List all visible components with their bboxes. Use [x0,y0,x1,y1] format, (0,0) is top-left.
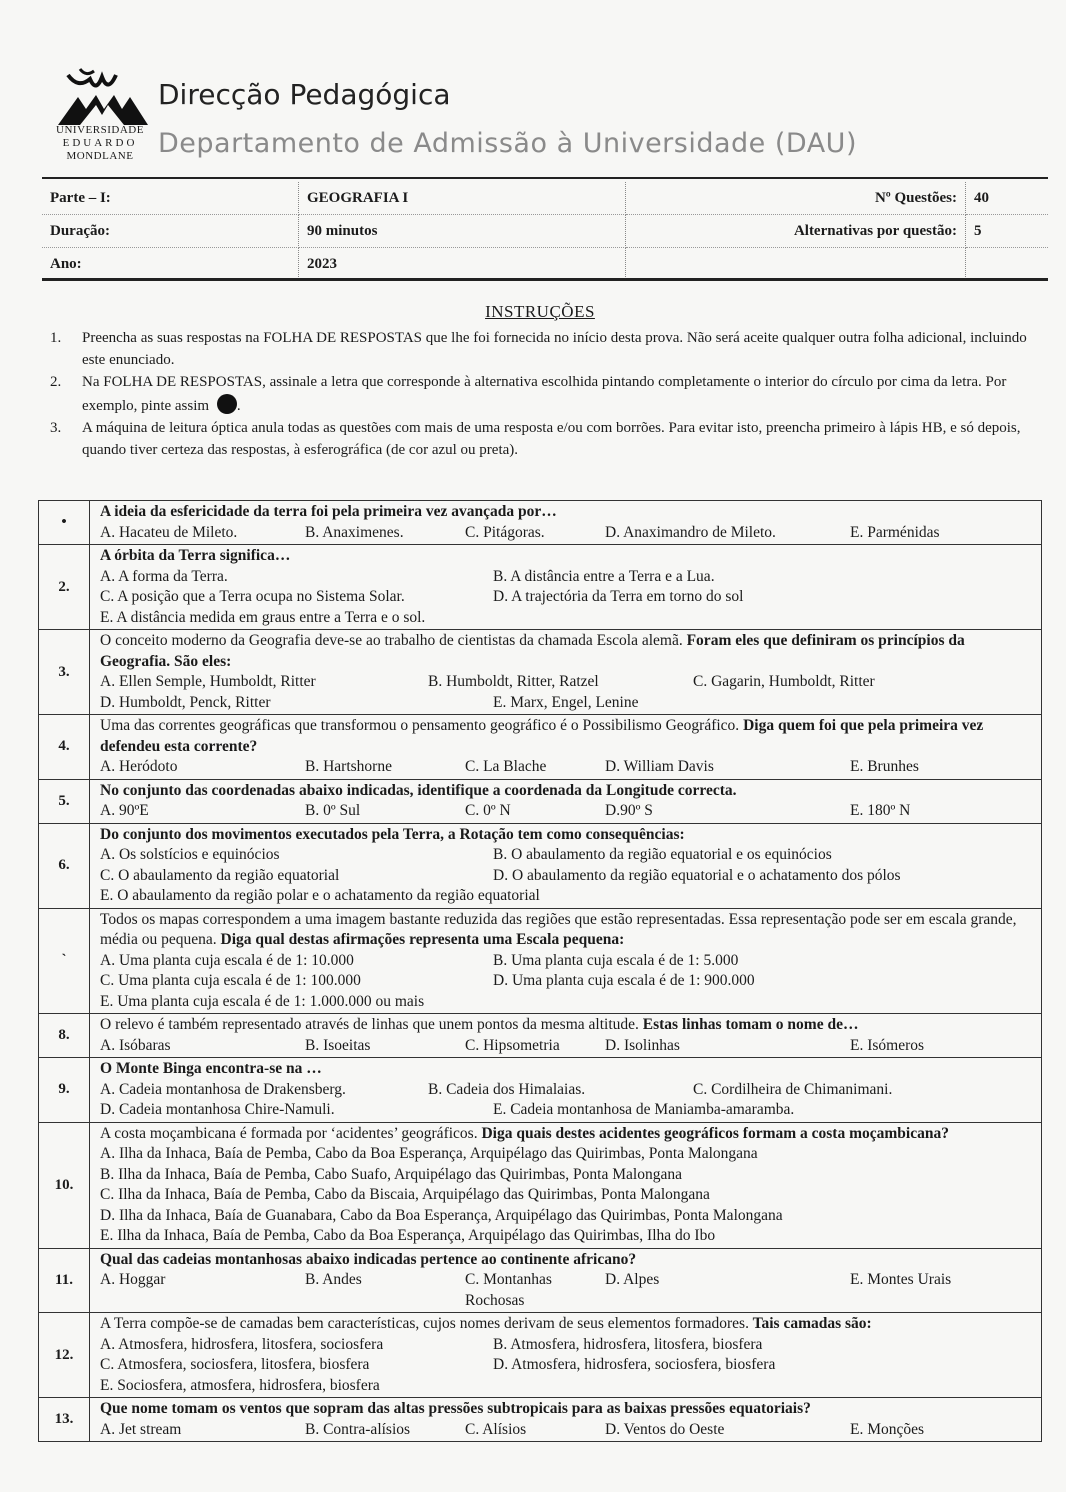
question-stem-text: O Monte Binga encontra-se na … [100,1060,322,1077]
question-stem [100,631,1031,672]
question-stem-text: Tais camadas são: [752,1315,872,1332]
options-line [100,757,1031,778]
answer-option: D. Isolinhas [605,1036,680,1054]
question-stem-text: Diga qual destas afirmações representa uma Escala pequena: [220,931,625,948]
options-line [100,1420,1031,1441]
alternativas-value: 5 [966,215,1049,248]
options-line [100,672,1031,693]
question-stem [100,1015,1031,1036]
question-content [90,779,1042,823]
answer-option: A. Hacateu de Mileto. [100,523,238,541]
answer-option: B. Anaximenes. [305,523,404,541]
options-line [100,1165,1031,1186]
question-row [39,908,1042,1014]
answer-option: C. Hipsometria [465,1036,560,1054]
questions-table [38,500,1042,1442]
university-line-2: EDUARDO [62,137,138,149]
answer-option: B. Humboldt, Ritter, Ratzel [428,673,599,690]
answer-option: B. 0º Sul [305,802,361,819]
question-row [39,1248,1042,1313]
answer-option: B. Hartshorne [305,758,392,775]
options-line [100,801,1031,822]
answer-option: C. Montanhas Rochosas [465,1271,552,1309]
instruction-text-wrapper: Na FOLHA DE RESPOSTAS, assinale a letra que corresponde à alternativa escolhida pintando completamente o interior do círculo por cima da letra. Por exemplo, pinte assim . [82,374,1007,414]
answer-option: D. Uma planta cuja escala é de 1: 900.000 [493,972,755,989]
parte-label: Parte – I: [42,182,299,215]
question-number: 9. [39,1058,90,1123]
question-number: 2. [39,545,90,630]
options-line [100,693,1031,714]
info-divider [42,278,1048,281]
university-name [50,124,150,163]
answer-option: A. Hoggar [100,1271,166,1288]
question-number: 8. [39,1014,90,1058]
answer-option: C. Cordilheira de Chimanimani. [693,1080,893,1098]
answer-option: D. Atmosfera, hidrosfera, sociosfera, biosfera [493,1356,776,1373]
question-content [90,823,1042,908]
question-row [39,545,1042,630]
options-line [100,992,1031,1013]
answer-option: E. O abaulamento da região polar e o achatamento da região equatorial [100,887,540,904]
question-stem [100,716,1031,757]
questoes-value: 40 [966,182,1049,215]
question-stem [100,546,1031,567]
page-subtitle: Departamento de Admissão à Universidade (DAU) [158,128,857,159]
question-number: ` [39,908,90,1014]
instruction-text: A máquina de leitura óptica anula todas as questões com mais de uma resposta e/ou com borrões. Para evitar isto, preencha primeiro à lápis HB, e só depois, quando tiver certeza das respostas, à esferográfica (de cor azul ou preta). [82,420,1021,458]
question-row [39,630,1042,715]
options-line [100,1080,1031,1101]
answer-option: A. Atmosfera, hidrosfera, litosfera, sociosfera [100,1335,384,1353]
answer-option: E. Ilha da Inhaca, Baía de Pemba, Cabo da Boa Esperança, Arquipélago das Quirimbas, Ilha do Ibo [100,1227,716,1244]
question-row [39,715,1042,780]
instructions-list [50,328,1030,462]
options-line [100,1226,1031,1247]
empty-cell [626,248,966,281]
question-stem [100,1124,1031,1145]
university-line-1: UNIVERSIDADE [56,124,144,136]
question-number: 12. [39,1313,90,1398]
empty-cell [966,248,1049,281]
options-line [100,1270,1031,1311]
answer-option: C. Alísios [465,1420,527,1438]
question-number: 5. [39,779,90,823]
question-stem-text: No conjunto das coordenadas abaixo indicadas, identifique a coordenada da Longitude correcta. [100,781,737,799]
answer-option: C. Pitágoras. [465,523,545,541]
instruction-item [50,418,1030,461]
answer-option: A. 90ºE [100,802,149,819]
question-row [39,823,1042,908]
answer-option: A. A forma da Terra. [100,567,228,585]
question-content [90,1014,1042,1058]
answer-option: D. Ventos do Oeste [605,1420,725,1438]
options-line [100,951,1031,972]
instruction-number: 1. [50,330,62,346]
question-stem-intro: Todos os mapas correspondem a uma imagem bastante reduzida das regiões que estão representadas. Essa representação pode ser em escala grande, média ou pequena. [100,910,1017,948]
answer-option: D. Cadeia montanhosa Chire-Namuli. [100,1101,335,1118]
answer-option: D. O abaulamento da região equatorial e o achatamento dos pólos [493,866,901,884]
options-line [100,1355,1031,1376]
question-stem-intro: A costa moçambicana é formada por ‘acidentes’ geográficos. [100,1124,478,1142]
question-stem-text: Diga quem foi que pela primeira vez defendeu esta corrente? [100,717,984,755]
question-content [90,908,1042,1014]
answer-option: B. A distância entre a Terra e a Lua. [493,567,715,585]
answer-option: C. Atmosfera, sociosfera, litosfera, biosfera [100,1356,370,1373]
answer-option: D. A trajectória da Terra em torno do sol [493,588,744,605]
exam-info-table [42,182,1048,281]
answer-option: B. Andes [305,1271,362,1288]
answer-option: D. Humboldt, Penck, Ritter [100,693,271,711]
instruction-text: Preencha as suas respostas na FOLHA DE RESPOSTAS que lhe foi fornecida no início desta prova. Não será aceite qualquer outra folha adicional, incluindo este enunciado. [82,330,1027,368]
university-line-3: MONDLANE [66,150,134,162]
question-row [39,1313,1042,1398]
answer-option: B. Contra-alísios [305,1420,411,1438]
answer-option: B. Ilha da Inhaca, Baía de Pemba, Cabo Suafo, Arquipélago das Quirimbas, Ponta Malongana [100,1165,682,1183]
answer-option: E. Montes Urais [850,1271,952,1288]
answer-option: A. Uma planta cuja escala é de 1: 10.000 [100,951,354,969]
answer-option: A. Jet stream [100,1420,182,1438]
question-row [39,1014,1042,1058]
header-divider [42,177,1048,179]
question-content [90,545,1042,630]
options-line [100,886,1031,907]
answer-option: E. Parménidas [850,523,940,541]
answer-option: E. 180º N [850,802,911,819]
question-number: 4. [39,715,90,780]
answer-option: E. Sociosfera, atmosfera, hidrosfera, biosfera [100,1376,380,1394]
question-stem-text: Diga quais destes acidentes geográficos formam a costa moçambicana? [481,1124,949,1142]
question-row [39,501,1042,545]
answer-option: E. Cadeia montanhosa de Maniamba-amaramba. [493,1101,795,1118]
answer-option: E. Brunhes [850,758,919,775]
answer-option: A. Heródoto [100,758,178,775]
answer-option: D.90º S [605,802,653,819]
question-stem [100,910,1031,951]
answer-option: B. O abaulamento da região equatorial e os equinócios [493,846,832,863]
answer-option: C. Uma planta cuja escala é de 1: 100.000 [100,972,361,989]
answer-option: C. Ilha da Inhaca, Baía de Pemba, Cabo da Biscaia, Arquipélago das Quirimbas, Ponta Malongana [100,1186,710,1203]
alternativas-label: Alternativas por questão: [626,215,966,248]
question-content [90,1058,1042,1123]
instruction-text: Na FOLHA DE RESPOSTAS, assinale a letra que corresponde à alternativa escolhida pintando completamente o interior do círculo por cima da letra. Por exemplo, pinte assim [82,374,1007,414]
question-content [90,1248,1042,1313]
options-line [100,1100,1031,1121]
ano-label: Ano: [42,248,299,281]
question-stem-intro: Uma das correntes geográficas que transformou o pensamento geográfico é o Possibilismo Geográfico. [100,717,740,734]
instruction-number: 2. [50,374,62,390]
instructions-title: INSTRUÇÕES [485,302,595,321]
duracao-value: 90 minutos [299,215,626,248]
instruction-number: 3. [50,420,62,436]
question-content [90,501,1042,545]
answer-option: D. William Davis [605,758,714,775]
answer-option: C. A posição que a Terra ocupa no Sistema Solar. [100,588,405,605]
question-stem-intro: O conceito moderno da Geografia deve-se ao trabalho de cientistas da chamada Escola alemã. [100,632,683,649]
question-number: 13. [39,1398,90,1442]
question-stem-text: Que nome tomam os ventos que sopram das altas pressões subtropicais para as baixas pressões equatoriais? [100,1400,811,1417]
answer-option: C. Gagarin, Humboldt, Ritter [693,673,875,690]
filled-circle-icon [217,394,237,414]
options-line [100,1376,1031,1397]
answer-option: E. Marx, Engel, Lenine [493,693,639,711]
ano-value: 2023 [299,248,626,281]
options-line [100,1144,1031,1165]
options-line [100,1185,1031,1206]
question-stem-text: Qual das cadeias montanhosas abaixo indicadas pertence ao continente africano? [100,1250,637,1268]
answer-option: D. Alpes [605,1271,660,1288]
question-number: • [39,501,90,545]
answer-option: E. Isómeros [850,1036,925,1054]
answer-option: A. Ellen Semple, Humboldt, Ritter [100,673,316,690]
answer-option: A. Os solstícios e equinócios [100,846,280,863]
question-stem-text: A ideia da esfericidade da terra foi pela primeira vez avançada por… [100,503,557,520]
options-line [100,1206,1031,1227]
answer-option: A. Ilha da Inhaca, Baía de Pemba, Cabo da Boa Esperança, Arquipélago das Quirimbas, Ponta Malongana [100,1145,758,1162]
question-stem [100,1059,1031,1080]
question-row [39,1398,1042,1442]
question-stem-text: A órbita da Terra significa… [100,547,291,564]
question-stem [100,825,1031,846]
question-stem [100,1399,1031,1420]
answer-option: B. Isoeitas [305,1036,371,1054]
question-content [90,1398,1042,1442]
answer-option: C. O abaulamento da região equatorial [100,866,340,884]
options-line [100,567,1031,588]
question-number: 6. [39,823,90,908]
question-stem-text: Estas linhas tomam o nome de… [642,1016,859,1033]
instruction-item [50,372,1030,417]
question-content [90,1122,1042,1248]
page-title: Direcção Pedagógica [158,78,451,111]
question-number: 3. [39,630,90,715]
question-stem [100,502,1031,523]
answer-option: A. Isóbaras [100,1036,171,1054]
question-stem-intro: O relevo é também representado através de linhas que unem pontos da mesma altitude. [100,1016,639,1033]
question-stem-text: Do conjunto dos movimentos executados pela Terra, a Rotação tem como consequências: [100,825,685,843]
options-line [100,587,1031,608]
question-row [39,1122,1042,1248]
options-line [100,866,1031,887]
question-stem-intro: A Terra compõe-se de camadas bem características, cujos nomes derivam de seus elementos formadores. [100,1315,749,1332]
options-line [100,523,1031,544]
answer-option: E. Uma planta cuja escala é de 1: 1.000.000 ou mais [100,992,425,1010]
options-line [100,1036,1031,1057]
instruction-item [50,328,1030,371]
options-line [100,845,1031,866]
answer-option: B. Cadeia dos Himalaias. [428,1080,586,1098]
answer-option: D. Anaximandro de Mileto. [605,523,776,541]
answer-option: D. Ilha da Inhaca, Baía de Guanabara, Cabo da Boa Esperança, Arquipélago das Quirimbas, Ponta Malongana [100,1206,783,1224]
parte-value: GEOGRAFIA I [299,182,626,215]
question-number: 11. [39,1248,90,1313]
options-line [100,1335,1031,1356]
question-stem [100,1314,1031,1335]
options-line [100,971,1031,992]
question-content [90,1313,1042,1398]
answer-option: A. Cadeia montanhosa de Drakensberg. [100,1080,346,1098]
question-row [39,1058,1042,1123]
question-number: 10. [39,1122,90,1248]
answer-option: E. Monções [850,1420,925,1438]
answer-option: C. La Blache [465,758,547,775]
question-stem-text: Foram eles que definiram os princípios da Geografia. São eles: [100,632,965,670]
question-row [39,779,1042,823]
duracao-label: Duração: [42,215,299,248]
answer-option: E. A distância medida em graus entre a Terra e o sol. [100,608,426,626]
answer-option: B. Atmosfera, hidrosfera, litosfera, biosfera [493,1335,763,1353]
question-content [90,715,1042,780]
answer-option: C. 0º N [465,802,511,819]
questoes-label: Nº Questões: [626,182,966,215]
answer-option: B. Uma planta cuja escala é de 1: 5.000 [493,951,739,969]
question-stem [100,1250,1031,1271]
options-line [100,608,1031,629]
question-content [90,630,1042,715]
question-stem [100,781,1031,802]
